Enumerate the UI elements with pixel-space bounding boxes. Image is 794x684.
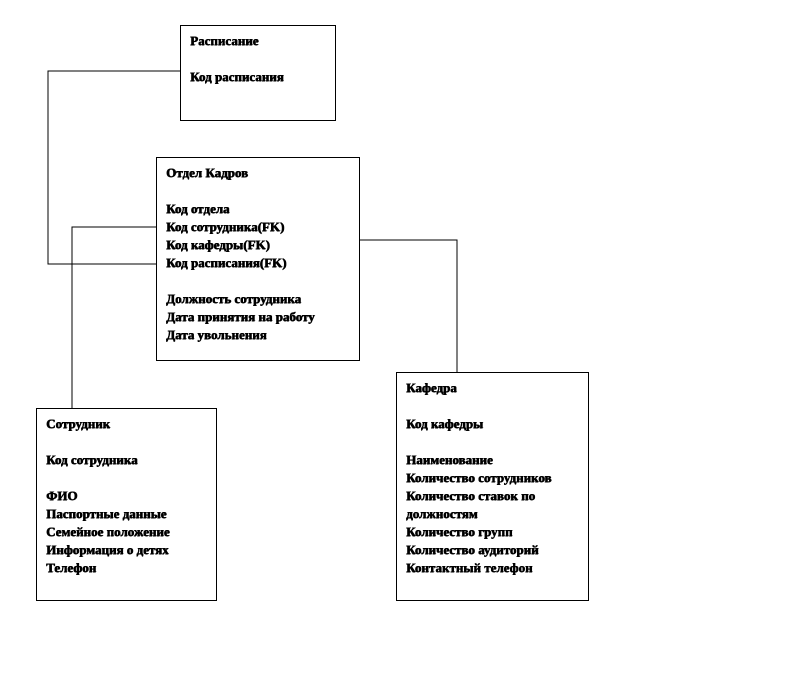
entity-title: Кафедра [406,380,457,395]
attribute: Семейное положение [46,524,170,539]
spacer [190,50,327,68]
primary-key: Код расписания [190,69,284,84]
attribute: Контактный телефон [406,560,533,575]
attribute: Дата увольнения [166,327,267,342]
attribute: Наименование [406,452,493,467]
attribute: Количество ставок по должностям [406,488,535,521]
entity-employee[interactable] [36,408,217,601]
entity-department[interactable] [396,372,589,601]
attribute: Количество аудиторий [406,542,539,557]
entity-hr-department[interactable] [156,157,360,361]
attribute: Количество сотрудников [406,470,552,485]
attribute: Информация о детях [46,542,169,557]
entity-schedule[interactable] [180,25,336,121]
entity-title: Сотрудник [46,416,111,431]
attribute: Дата принятия на работу [166,309,315,324]
spacer [406,397,580,415]
spacer [166,182,351,200]
foreign-key-employee: Код сотрудника(FK) [166,219,285,234]
primary-key: Код кафедры [406,416,484,431]
spacer [406,433,580,451]
entity-title: Отдел Кадров [166,165,248,180]
attribute: Должность сотрудника [166,291,301,306]
primary-key: Код отдела [166,201,230,216]
foreign-key-department: Код кафедры(FK) [166,237,270,252]
entity-title: Расписание [190,33,259,48]
spacer [46,433,208,451]
primary-key: Код сотрудника [46,452,138,467]
spacer [166,272,351,290]
attribute: Телефон [46,560,97,575]
connector-department-hr [360,240,457,372]
spacer [46,469,208,487]
attribute: ФИО [46,488,78,503]
connector-employee-hr [72,227,156,408]
foreign-key-schedule: Код расписания(FK) [166,255,287,270]
attribute: Паспортные данные [46,506,167,521]
attribute: Количество групп [406,524,513,539]
